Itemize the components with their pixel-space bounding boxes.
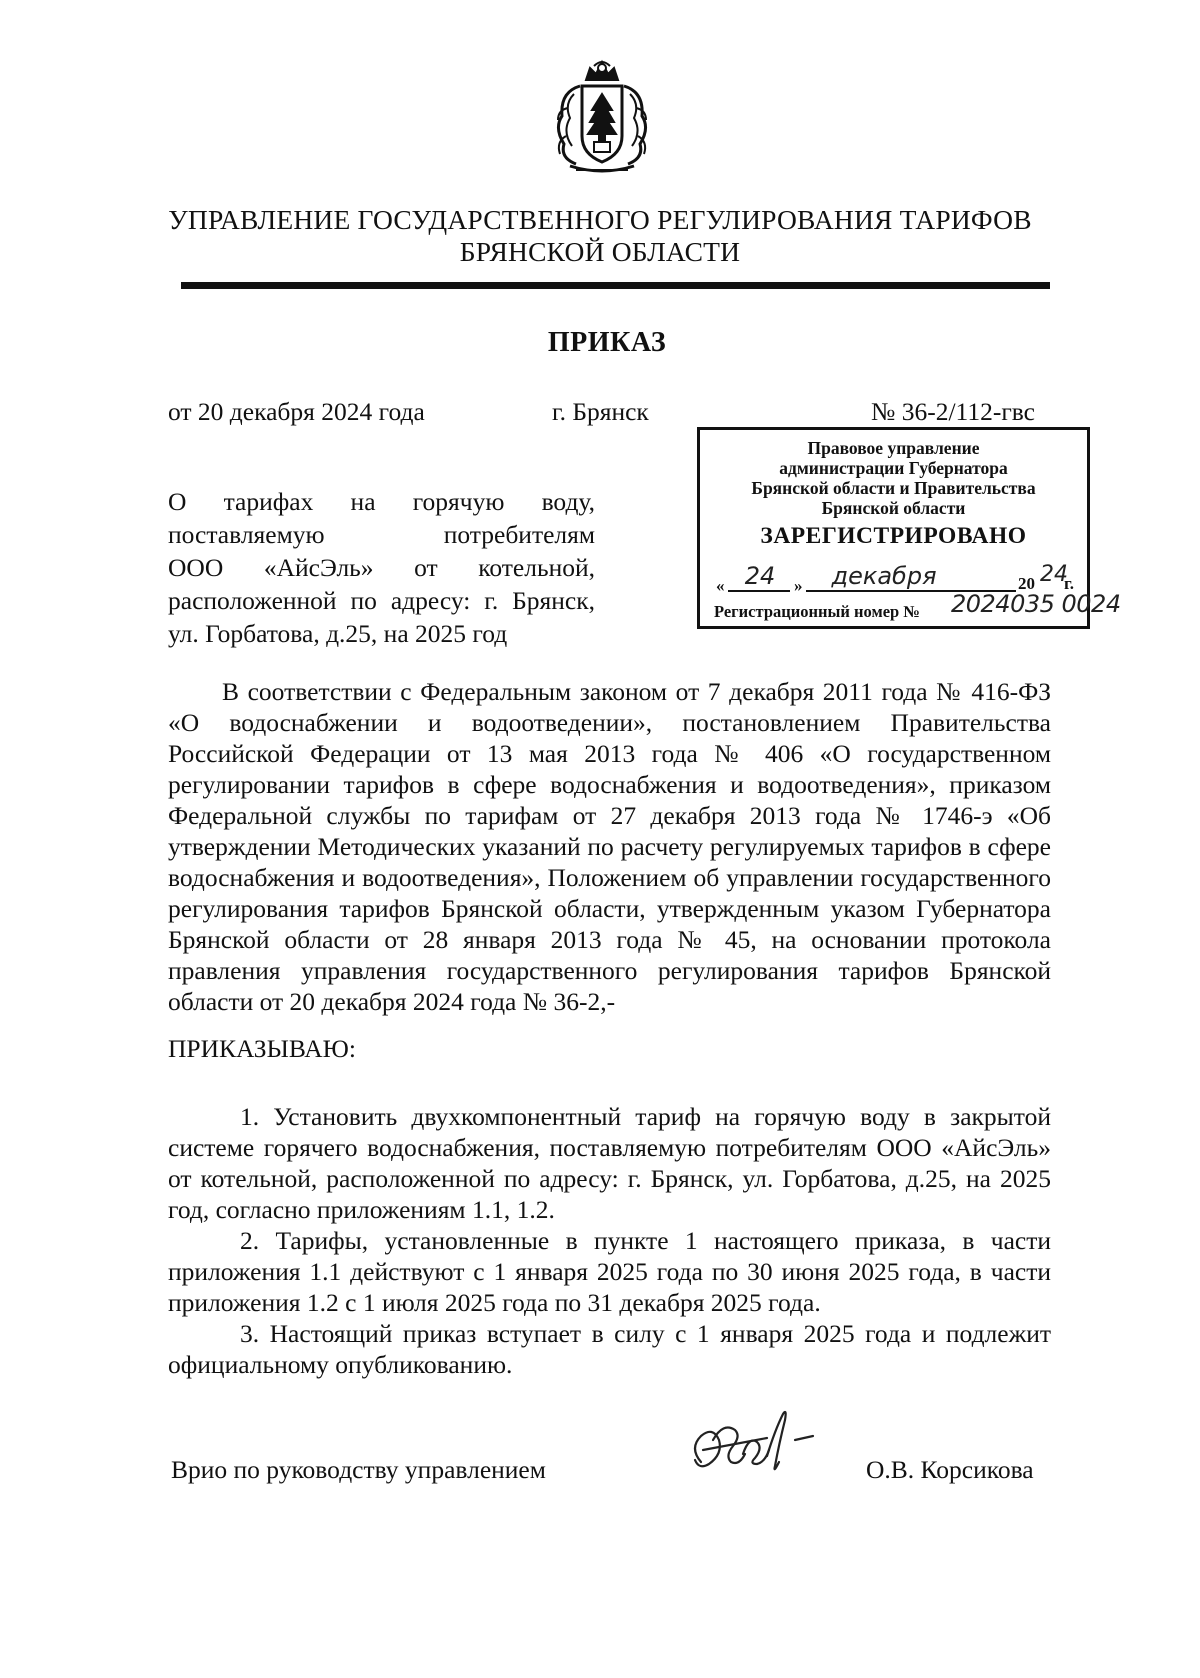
stamp-day-underline xyxy=(728,590,790,592)
order-item-3: 3. Настоящий приказ вступает в силу с 1 января 2025 года и подлежит официальному опубликованию. xyxy=(168,1319,1051,1379)
document-date: от 20 декабря 2024 года xyxy=(168,397,425,426)
stamp-line-3: Брянской области и Правительства xyxy=(751,478,1036,498)
header-divider xyxy=(181,282,1050,289)
coat-of-arms-icon xyxy=(550,58,654,176)
handwritten-signature-icon xyxy=(683,1400,833,1490)
subject-line-1: О тарифах на горячую воду, xyxy=(168,487,595,516)
registration-stamp xyxy=(697,427,1121,629)
document-type-title: ПРИКАЗ xyxy=(547,327,667,358)
order-subject xyxy=(168,485,595,650)
stamp-line-4: Брянской области xyxy=(821,498,966,518)
document-city: г. Брянск xyxy=(552,397,649,426)
stamp-quote-open: « xyxy=(716,576,725,595)
stamp-reg-number-label: Регистрационный номер № xyxy=(714,602,920,621)
stamp-year-prefix: 20 xyxy=(1018,574,1035,593)
stamp-year-handwritten: 24 xyxy=(1040,562,1068,587)
subject-line-4: расположенной по адресу: г. Брянск, xyxy=(168,586,595,615)
order-item-2: 2. Тарифы, установленные в пункте 1 настоящего приказа, в части приложения 1.1 действуют с 1 января 2025 года по 30 июня 2025 года, в части приложения 1.2 с 1 июля 2025 года по 31 декабря 2025 года. xyxy=(168,1226,1051,1317)
subject-line-5: ул. Горбатова, д.25, на 2025 год xyxy=(168,619,508,648)
stamp-year-unit: г. xyxy=(1064,574,1075,593)
subject-line-2: поставляемую потребителям xyxy=(168,520,595,549)
signatory-title: Врио по руководству управлением xyxy=(171,1455,546,1484)
document-number: № 36-2/112-гвс xyxy=(871,397,1035,426)
signatory-name: О.В. Корсикова xyxy=(866,1455,1034,1484)
order-word: ПРИКАЗЫВАЮ: xyxy=(168,1034,356,1063)
stamp-quote-close: » xyxy=(794,576,803,595)
stamp-reg-number-handwritten: 2024035 0024 xyxy=(951,590,1121,618)
organization-name-line-1: УПРАВЛЕНИЕ ГОСУДАРСТВЕННОГО РЕГУЛИРОВАНИЯ ТАРИФОВ xyxy=(168,204,1032,235)
stamp-registered-label: ЗАРЕГИСТРИРОВАНО xyxy=(760,523,1027,549)
stamp-line-1: Правовое управление xyxy=(807,438,980,458)
organization-name-line-2: БРЯНСКОЙ ОБЛАСТИ xyxy=(459,236,741,267)
order-item-1: 1. Установить двухкомпонентный тариф на горячую воду в закрытой системе горячего водоснабжения, поставляемую потребителям ООО «АйсЭль» от котельной, расположенной по адресу: г. Брянск, ул. Горбатова, д.25, на 2025 год, согласно приложениям 1.1, 1.2. xyxy=(168,1102,1051,1224)
stamp-line-2: администрации Губернатора xyxy=(779,458,1008,478)
stamp-day-handwritten: 24 xyxy=(744,562,776,590)
stamp-month-handwritten: декабря xyxy=(831,562,937,590)
preamble-paragraph: В соответствии с Федеральным законом от 7 декабря 2011 года № 416-ФЗ «О водоснабжении и водоотведении», постановлением Правительства Российской Федерации от 13 мая 2013 года № 406 «О государственном регулировании тарифов в сфере водоснабжения и водоотведения», приказом Федеральной службы по тарифам от 27 декабря 2013 года № 1746-э «Об утверждении Методических указаний по расчету регулируемых тарифов в сфере водоснабжения и водоотведения», Положением об управлении государственного регулирования тарифов Брянской области, утвержденным указом Губернатора Брянской области от 28 января 2013 года № 45, на основании протокола правления управления государственного регулирования тарифов Брянской области от 20 декабря 2024 года № 36-2,- xyxy=(168,677,1051,1016)
subject-line-3: ООО «АйсЭль» от котельной, xyxy=(168,553,595,582)
